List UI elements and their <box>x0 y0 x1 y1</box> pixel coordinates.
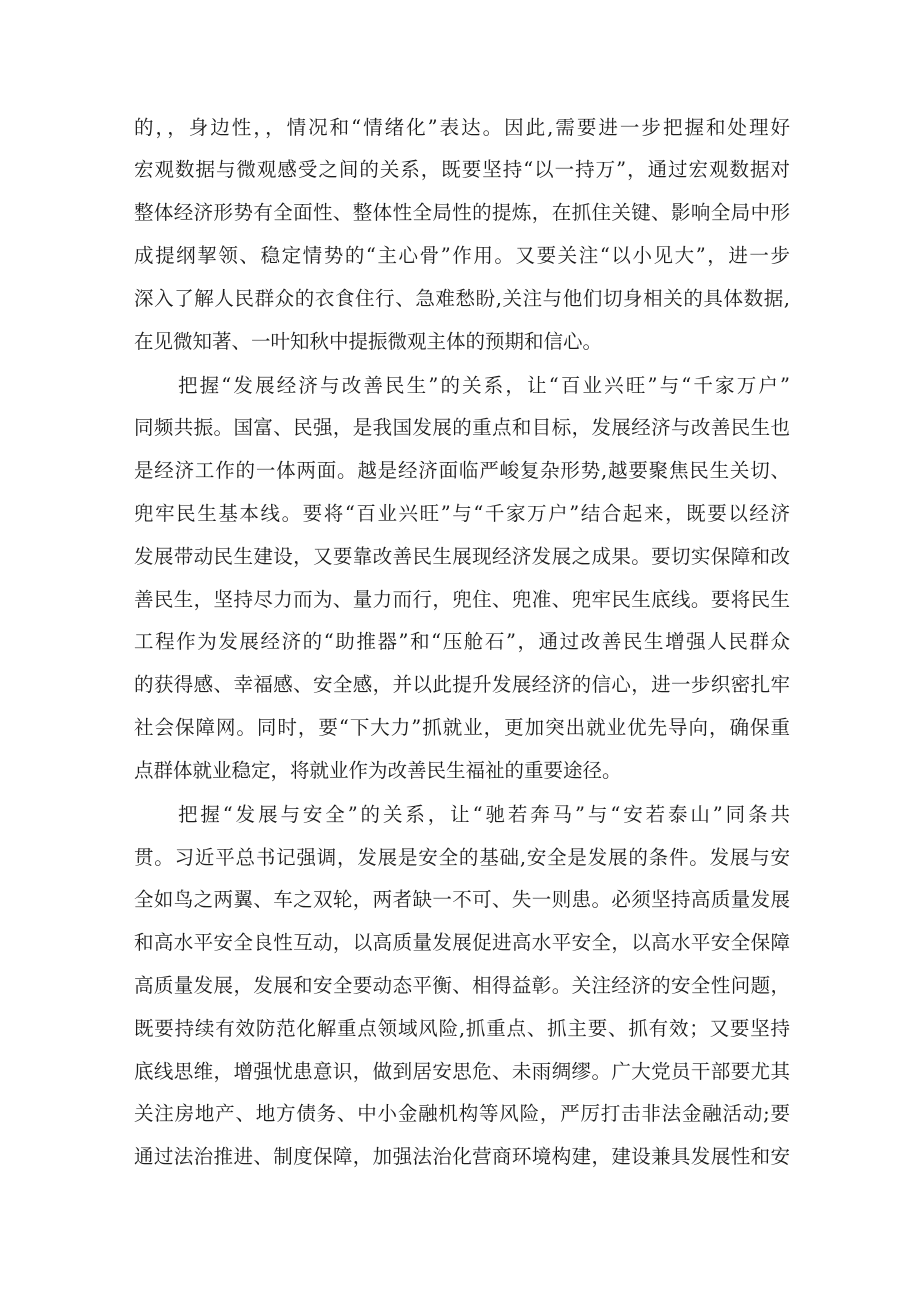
text-line: 把握“发展经济与改善民生”的关系，让“百业兴旺”与“千家万户” <box>178 373 790 397</box>
paragraph-macro-micro <box>134 107 790 364</box>
text-line: 全如鸟之两翼、车之双轮，两者缺一不可、失一则患。必须坚持高质量发展 <box>134 888 790 912</box>
text-line: 深入了解人民群众的衣食住行、急难愁盼,关注与他们切身相关的具体数据, <box>134 286 790 310</box>
text-line: 同频共振。国富、民强，是我国发展的重点和目标，发展经济与改善民生也 <box>134 416 790 440</box>
text-line: 兜牢民生基本线。要将“百业兴旺”与“千家万户”结合起来，既要以经济 <box>134 501 790 525</box>
text-line: 成提纲挈领、稳定情势的“主心骨”作用。又要关注“以小见大”，进一步 <box>134 243 790 267</box>
text-line: 宏观数据与微观感受之间的关系，既要坚持“以一持万”，通过宏观数据对 <box>134 158 790 182</box>
document-page <box>134 107 790 1180</box>
text-line: 贯。习近平总书记强调，发展是安全的基础,安全是发展的条件。发展与安 <box>134 845 790 869</box>
text-line: 和高水平安全良性互动，以高质量发展促进高水平安全，以高水平安全保障 <box>134 931 790 955</box>
text-line: 整体经济形势有全面性、整体性全局性的提炼，在抓住关键、影响全局中形 <box>134 201 790 225</box>
text-line: 善民生，坚持尽力而为、量力而行，兜住、兜准、兜牢民生底线。要将民生 <box>134 587 790 611</box>
text-line: 通过法治推进、制度保障，加强法治化营商环境构建，建设兼具发展性和安 <box>134 1145 790 1169</box>
text-line: 是经济工作的一体两面。越是经济面临严峻复杂形势,越要聚焦民生关切、 <box>134 459 790 483</box>
text-line: 点群体就业稳定，将就业作为改善民生福祉的重要途径。 <box>134 758 622 782</box>
paragraph-economy-livelihood <box>134 365 790 793</box>
text-line: 在见微知著、一叶知秋中提振微观主体的预期和信心。 <box>134 329 603 353</box>
text-line: 既要持续有效防范化解重点领域风险,抓重点、抓主要、抓有效；又要坚持 <box>134 1016 790 1040</box>
text-line: 工程作为发展经济的“助推器”和“压舱石”，通过改善民生增强人民群众 <box>134 630 790 654</box>
text-line: 关注房地产、地方债务、中小金融机构等风险，严厉打击非法金融活动;要 <box>134 1102 790 1126</box>
text-line: 高质量发展，发展和安全要动态平衡、相得益彰。关注经济的安全性问题， <box>134 973 790 997</box>
paragraph-development-security <box>134 794 790 1179</box>
text-line: 社会保障网。同时，要“下大力”抓就业，更加突出就业优先导向，确保重 <box>134 715 790 739</box>
text-line: 的，，身边性，，情况和“情绪化”表达。因此,需要进一步把握和处理好 <box>134 115 790 139</box>
text-line: 的获得感、幸福感、安全感，并以此提升发展经济的信心，进一步织密扎牢 <box>134 673 790 697</box>
text-line: 发展带动民生建设，又要靠改善民生展现经济发展之成果。要切实保障和改 <box>134 544 790 568</box>
text-line: 把握“发展与安全”的关系，让“驰若奔马”与“安若泰山”同条共 <box>178 802 790 826</box>
text-line: 底线思维，增强忧患意识，做到居安思危、未雨绸缪。广大党员干部要尤其 <box>134 1059 790 1083</box>
